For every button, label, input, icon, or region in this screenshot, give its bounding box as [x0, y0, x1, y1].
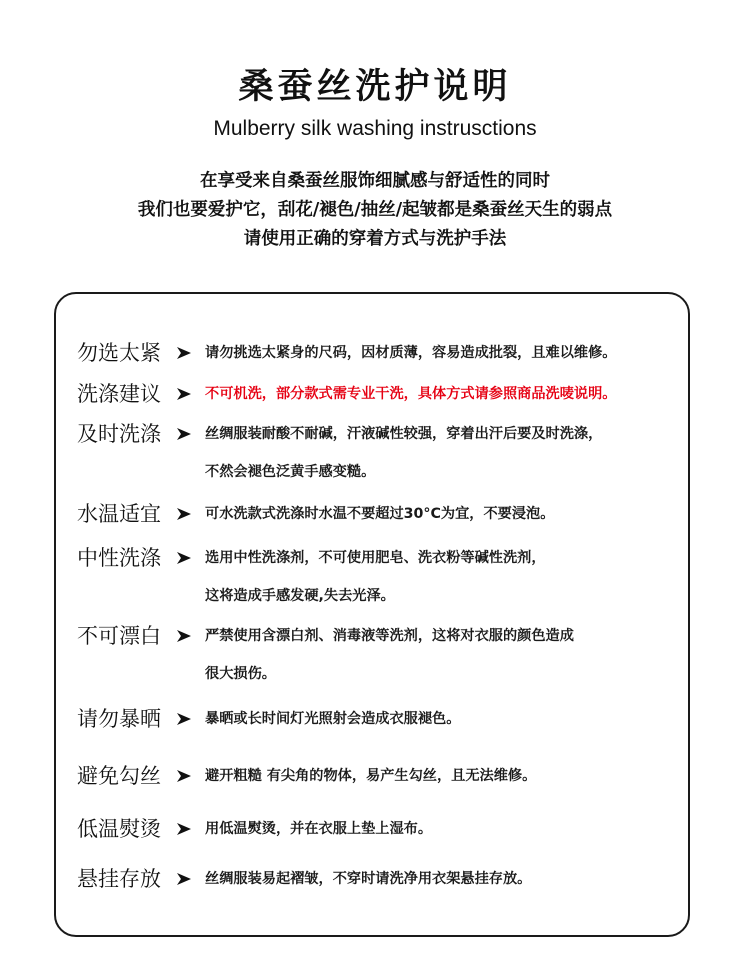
description-line: 严禁使用含漂白剂、消毒液等洗剂，这将对衣服的颜色造成 [205, 628, 574, 644]
care-item-description [205, 495, 690, 533]
description-line: 用低温熨烫，并在衣服上垫上湿布。 [205, 821, 433, 837]
arrow-right-icon [174, 543, 194, 573]
arrow-right-icon [174, 419, 194, 449]
arrow-right-icon [174, 379, 194, 409]
arrow-right-icon [174, 761, 194, 791]
care-item-description [205, 700, 690, 738]
arrow-right-icon [174, 704, 194, 734]
care-item-label: 不可漂白 [77, 624, 161, 648]
description-line: 可水洗款式洗涤时水温不要超过30°C为宜，不要浸泡。 [205, 506, 555, 522]
care-item-label: 水温适宜 [77, 502, 161, 526]
description-line: 暴晒或长时间灯光照射会造成衣服褪色。 [205, 711, 461, 727]
intro-line: 请使用正确的穿着方式与洗护手法 [243, 229, 507, 249]
care-item-label: 悬挂存放 [77, 867, 161, 891]
description-line: 这将造成手感发硬,失去光泽。 [205, 588, 395, 604]
intro-line: 我们也要爱护它，刮花/褪色/抽丝/起皱都是桑蚕丝天生的弱点 [137, 200, 613, 220]
care-item-description [205, 334, 690, 372]
care-item-label: 请勿暴晒 [77, 707, 161, 731]
description-line: 避开粗糙 有尖角的物体，易产生勾丝，且无法维修。 [205, 768, 537, 784]
care-item-description [205, 810, 690, 848]
care-item-description [205, 415, 690, 491]
care-item-label: 低温熨烫 [77, 817, 161, 841]
page-title: 桑蚕丝洗护说明 [238, 67, 512, 107]
intro-line: 在享受来自桑蚕丝服饰细腻感与舒适性的同时 [200, 171, 550, 191]
page-subtitle: Mulberry silk washing instrusctions [213, 117, 537, 140]
care-item-description-warning [205, 375, 690, 413]
care-item-label: 洗涤建议 [77, 382, 161, 406]
description-line: 选用中性洗涤剂，不可使用肥皂、洗衣粉等碱性洗剂， [205, 550, 546, 566]
care-item-description [205, 617, 690, 693]
description-line: 请勿挑选太紧身的尺码，因材质薄，容易造成批裂，且难以维修。 [205, 345, 617, 361]
care-item-description [205, 860, 690, 898]
description-line: 不然会褪色泛黄手感变糙。 [205, 464, 376, 480]
intro-paragraph [0, 167, 750, 254]
arrow-right-icon [174, 338, 194, 368]
care-item-label: 中性洗涤 [77, 546, 161, 570]
description-line: 丝绸服装易起褶皱，不穿时请洗净用衣架悬挂存放。 [205, 871, 532, 887]
description-line: 很大损伤。 [205, 666, 276, 682]
description-line: 不可机洗，部分款式需专业干洗，具体方式请参照商品洗唛说明。 [205, 386, 617, 402]
arrow-right-icon [174, 499, 194, 529]
care-item-description [205, 757, 690, 795]
care-item-label: 避免勾丝 [77, 764, 161, 788]
description-line: 丝绸服装耐酸不耐碱，汗液碱性较强，穿着出汗后要及时洗涤， [205, 426, 603, 442]
arrow-right-icon [174, 864, 194, 894]
care-item-description [205, 539, 690, 615]
arrow-right-icon [174, 621, 194, 651]
care-item-label: 及时洗涤 [77, 422, 161, 446]
arrow-right-icon [174, 814, 194, 844]
care-item-label: 勿选太紧 [77, 341, 161, 365]
